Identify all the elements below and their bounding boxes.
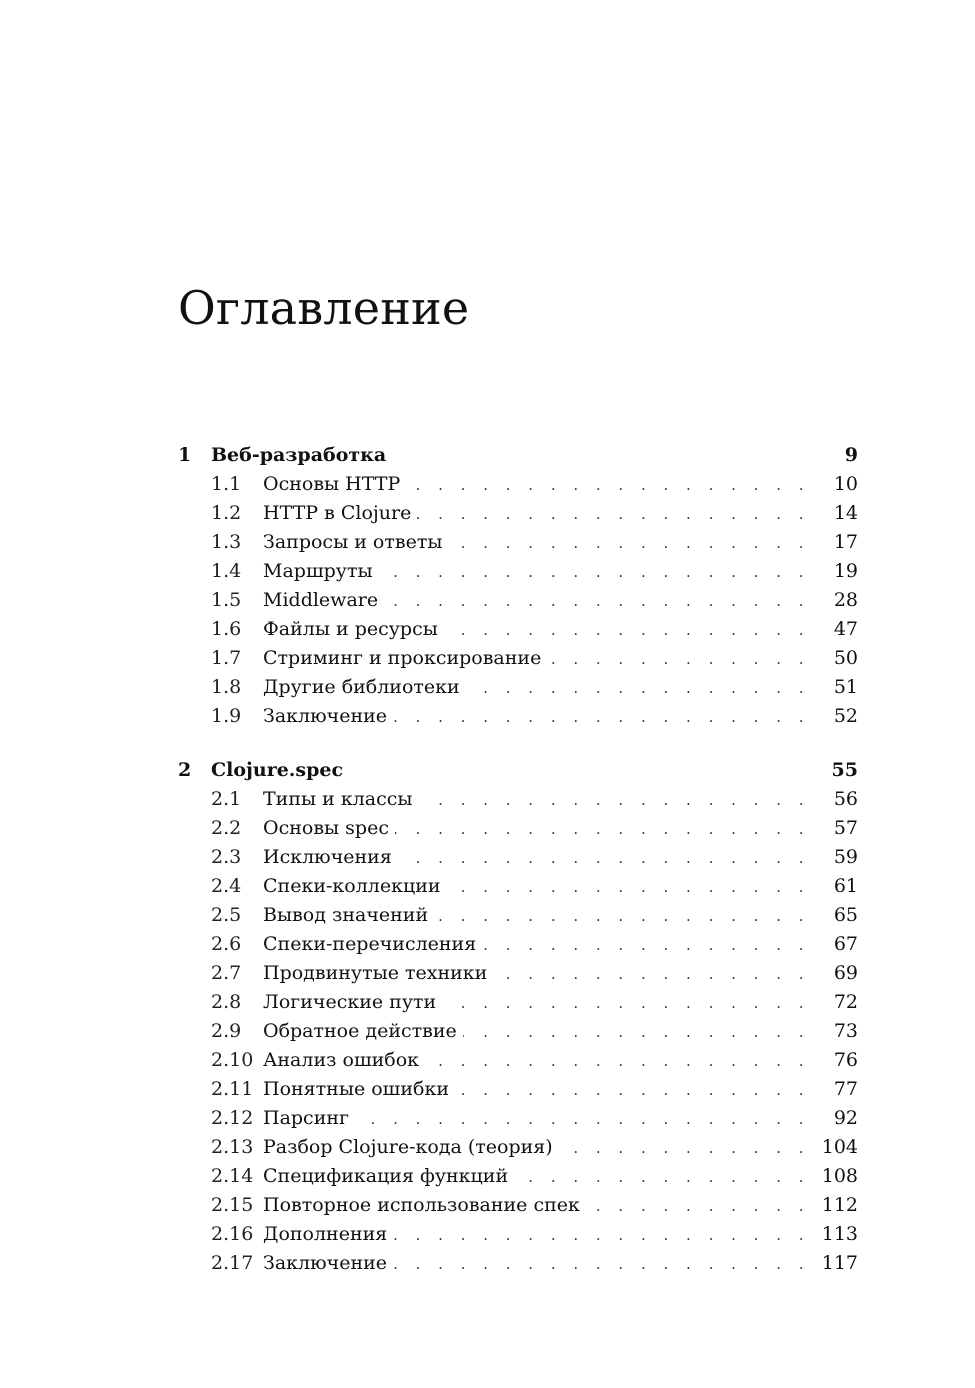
dot-leader bbox=[448, 529, 810, 558]
toc-entry[interactable] bbox=[178, 470, 858, 499]
section-title: HTTP в Clojure bbox=[263, 502, 412, 524]
section-title: Стриминг и проксирование bbox=[263, 647, 542, 669]
dot-leader bbox=[434, 902, 810, 931]
section-page-number: 52 bbox=[833, 705, 858, 727]
section-page-number: 19 bbox=[833, 560, 858, 582]
dot-leader bbox=[417, 500, 810, 529]
dot-leader bbox=[379, 558, 810, 587]
section-title: Основы HTTP bbox=[263, 473, 401, 495]
section-title: Файлы и ресурсы bbox=[263, 618, 438, 640]
toc-entry[interactable] bbox=[178, 1133, 858, 1162]
section-number: 2.9 bbox=[211, 1020, 242, 1042]
section-number: 2.4 bbox=[211, 875, 242, 897]
toc-entry[interactable] bbox=[178, 988, 858, 1017]
section-title: Другие библиотеки bbox=[263, 676, 460, 698]
section-title: Логические пути bbox=[263, 991, 437, 1013]
section-list bbox=[178, 470, 858, 731]
section-title: Дополнения bbox=[263, 1223, 388, 1245]
section-title: Типы и классы bbox=[263, 788, 413, 810]
section-number: 1.9 bbox=[211, 705, 242, 727]
section-number: 2.11 bbox=[211, 1078, 254, 1100]
section-number: 2.7 bbox=[211, 962, 242, 984]
chapter-block-1 bbox=[178, 441, 858, 731]
toc-entry[interactable] bbox=[178, 1017, 858, 1046]
section-title: Анализ ошибок bbox=[263, 1049, 420, 1071]
toc-entry[interactable] bbox=[178, 702, 858, 731]
dot-leader bbox=[355, 1105, 810, 1134]
section-list bbox=[178, 785, 858, 1278]
toc-entry[interactable] bbox=[178, 499, 858, 528]
section-number: 2.13 bbox=[211, 1136, 254, 1158]
toc-entry[interactable] bbox=[178, 673, 858, 702]
section-number: 2.8 bbox=[211, 991, 242, 1013]
section-title: Спеки-перечисления bbox=[263, 933, 477, 955]
dot-leader bbox=[442, 989, 810, 1018]
section-number: 1.3 bbox=[211, 531, 242, 553]
section-number: 2.2 bbox=[211, 817, 242, 839]
section-page-number: 17 bbox=[833, 531, 858, 553]
toc-entry[interactable] bbox=[178, 814, 858, 843]
toc-entry[interactable] bbox=[178, 557, 858, 586]
section-number: 2.3 bbox=[211, 846, 242, 868]
section-page-number: 28 bbox=[833, 589, 858, 611]
toc-entry[interactable] bbox=[178, 1162, 858, 1191]
section-title: Middleware bbox=[263, 589, 379, 611]
dot-leader bbox=[393, 1221, 810, 1250]
section-page-number: 113 bbox=[821, 1223, 858, 1245]
section-page-number: 73 bbox=[833, 1020, 858, 1042]
section-page-number: 77 bbox=[833, 1078, 858, 1100]
section-title: Обратное действие bbox=[263, 1020, 457, 1042]
section-number: 2.5 bbox=[211, 904, 242, 926]
section-page-number: 92 bbox=[833, 1107, 858, 1129]
section-title: Спецификация функций bbox=[263, 1165, 509, 1187]
chapter-page-number: 55 bbox=[831, 759, 858, 781]
section-number: 2.12 bbox=[211, 1107, 254, 1129]
dot-leader bbox=[482, 931, 810, 960]
section-title: Исключения bbox=[263, 846, 392, 868]
section-number: 1.1 bbox=[211, 473, 242, 495]
section-page-number: 61 bbox=[833, 875, 858, 897]
section-page-number: 108 bbox=[821, 1165, 858, 1187]
section-page-number: 51 bbox=[833, 676, 858, 698]
section-number: 1.6 bbox=[211, 618, 242, 640]
section-number: 1.8 bbox=[211, 676, 242, 698]
dot-leader bbox=[466, 674, 810, 703]
toc-entry[interactable] bbox=[178, 1075, 858, 1104]
section-number: 2.17 bbox=[211, 1252, 254, 1274]
section-title: Повторное использование спек bbox=[263, 1194, 580, 1216]
chapter-heading[interactable] bbox=[178, 756, 858, 785]
toc-entry[interactable] bbox=[178, 586, 858, 615]
section-number: 2.14 bbox=[211, 1165, 254, 1187]
section-page-number: 67 bbox=[833, 933, 858, 955]
toc-entry[interactable] bbox=[178, 959, 858, 988]
section-page-number: 69 bbox=[833, 962, 858, 984]
section-page-number: 47 bbox=[833, 618, 858, 640]
section-number: 2.10 bbox=[211, 1049, 254, 1071]
section-page-number: 65 bbox=[833, 904, 858, 926]
section-title: Основы spec bbox=[263, 817, 389, 839]
section-title: Маршруты bbox=[263, 560, 373, 582]
chapter-title: Веб-разработка bbox=[211, 444, 387, 466]
section-page-number: 112 bbox=[821, 1194, 858, 1216]
toc-entry[interactable] bbox=[178, 930, 858, 959]
section-number: 2.1 bbox=[211, 788, 242, 810]
dot-leader bbox=[514, 1163, 810, 1192]
dot-leader bbox=[425, 1047, 810, 1076]
page-title: Оглавление bbox=[178, 281, 470, 335]
section-number: 2.16 bbox=[211, 1223, 254, 1245]
section-page-number: 72 bbox=[833, 991, 858, 1013]
section-page-number: 56 bbox=[833, 788, 858, 810]
dot-leader bbox=[419, 786, 810, 815]
toc-entry[interactable] bbox=[178, 901, 858, 930]
dot-leader bbox=[447, 873, 810, 902]
chapter-block-2 bbox=[178, 756, 858, 1278]
toc-entry[interactable] bbox=[178, 1046, 858, 1075]
toc-entry[interactable] bbox=[178, 615, 858, 644]
dot-leader bbox=[493, 960, 810, 989]
section-title: Запросы и ответы bbox=[263, 531, 443, 553]
section-number: 2.15 bbox=[211, 1194, 254, 1216]
section-page-number: 104 bbox=[821, 1136, 858, 1158]
section-number: 2.6 bbox=[211, 933, 242, 955]
toc-entry[interactable] bbox=[178, 528, 858, 557]
section-title: Спеки-коллекции bbox=[263, 875, 441, 897]
dot-leader bbox=[547, 645, 810, 674]
section-page-number: 59 bbox=[833, 846, 858, 868]
dot-leader bbox=[393, 703, 810, 732]
toc-entry[interactable] bbox=[178, 785, 858, 814]
chapter-heading[interactable] bbox=[178, 441, 858, 470]
dot-leader bbox=[384, 587, 810, 616]
chapter-number: 2 bbox=[178, 759, 192, 781]
dot-leader bbox=[406, 471, 810, 500]
toc-entry[interactable] bbox=[178, 1104, 858, 1133]
section-page-number: 10 bbox=[833, 473, 858, 495]
section-title: Заключение bbox=[263, 705, 388, 727]
toc-entry[interactable] bbox=[178, 1249, 858, 1278]
section-title: Понятные ошибки bbox=[263, 1078, 449, 1100]
chapter-number: 1 bbox=[178, 444, 192, 466]
section-page-number: 117 bbox=[821, 1252, 858, 1274]
section-number: 1.5 bbox=[211, 589, 242, 611]
section-title: Заключение bbox=[263, 1252, 388, 1274]
toc-entry[interactable] bbox=[178, 843, 858, 872]
dot-leader bbox=[395, 815, 810, 844]
dot-leader bbox=[559, 1134, 810, 1163]
dot-leader bbox=[393, 1250, 810, 1279]
section-number: 1.7 bbox=[211, 647, 242, 669]
section-title: Вывод значений bbox=[263, 904, 429, 926]
section-page-number: 14 bbox=[833, 502, 858, 524]
dot-leader bbox=[444, 616, 810, 645]
chapter-title: Clojure.spec bbox=[211, 759, 344, 781]
dot-leader bbox=[398, 844, 810, 873]
section-page-number: 57 bbox=[833, 817, 858, 839]
section-page-number: 76 bbox=[833, 1049, 858, 1071]
section-number: 1.4 bbox=[211, 560, 242, 582]
toc-entry[interactable] bbox=[178, 1191, 858, 1220]
section-title: Продвинутые техники bbox=[263, 962, 488, 984]
toc-entry[interactable] bbox=[178, 644, 858, 673]
chapter-page-number: 9 bbox=[844, 444, 858, 466]
toc-entry[interactable] bbox=[178, 1220, 858, 1249]
toc-entry[interactable] bbox=[178, 872, 858, 901]
section-title: Разбор Clojure-кода (теория) bbox=[263, 1136, 553, 1158]
section-number: 1.2 bbox=[211, 502, 242, 524]
dot-leader bbox=[586, 1192, 810, 1221]
section-title: Парсинг bbox=[263, 1107, 349, 1129]
dot-leader bbox=[463, 1018, 810, 1047]
dot-leader bbox=[455, 1076, 810, 1105]
section-page-number: 50 bbox=[833, 647, 858, 669]
